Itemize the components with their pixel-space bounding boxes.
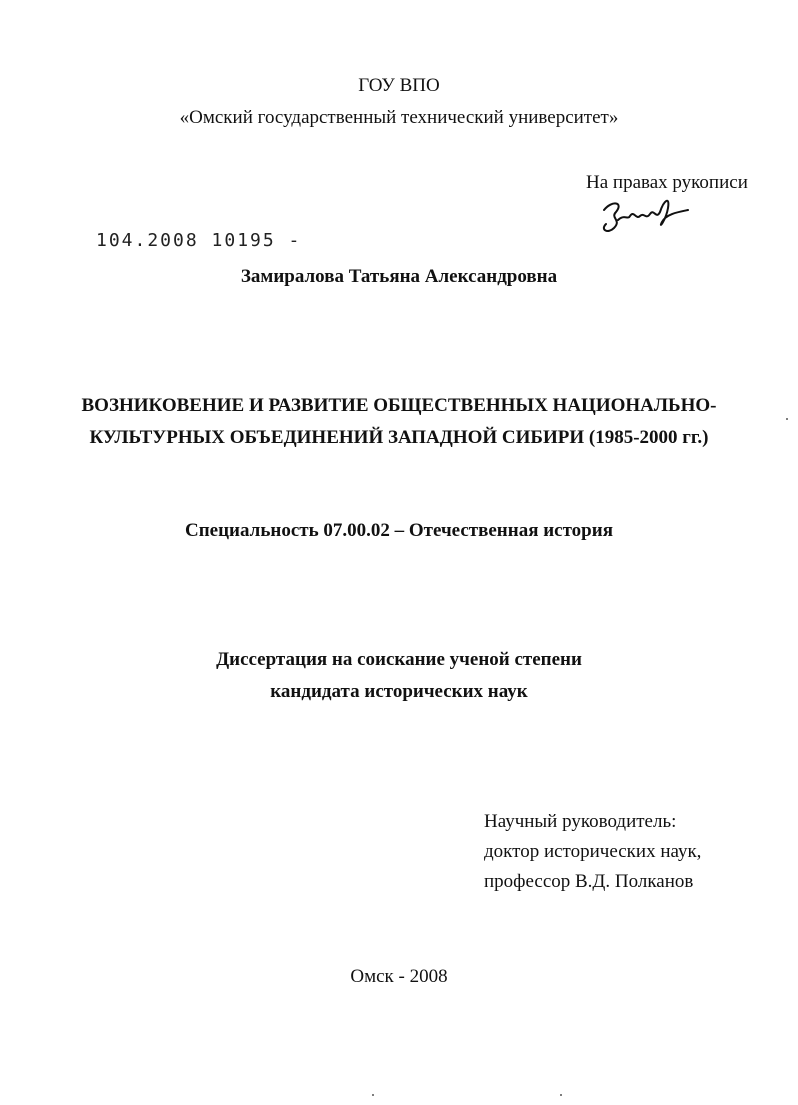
archive-stamp-number: 104.2008 10195 - — [96, 230, 302, 251]
organization-type: ГОУ ВПО — [358, 75, 440, 96]
degree-line: кандидата исторических наук — [270, 681, 528, 702]
dissertation-title-line: ВОЗНИКОВЕНИЕ И РАЗВИТИЕ ОБЩЕСТВЕННЫХ НАЦИОНАЛЬНО- — [81, 395, 717, 416]
advisor-degree: доктор исторических наук, — [484, 841, 702, 862]
city-year: Омск - 2008 — [350, 966, 448, 987]
manuscript-note: На правах рукописи — [586, 172, 748, 193]
degree-line: Диссертация на соискание ученой степени — [216, 649, 582, 670]
handwritten-signature — [594, 190, 694, 240]
university-name: «Омский государственный технический университет» — [179, 107, 619, 128]
dissertation-title-line: КУЛЬТУРНЫХ ОБЪЕДИНЕНИЙ ЗАПАДНОЙ СИБИРИ (1985-2000 гг.) — [89, 427, 709, 448]
specialty-line: Специальность 07.00.02 – Отечественная история — [185, 520, 613, 541]
advisor-label: Научный руководитель: — [484, 811, 677, 832]
advisor-name: профессор В.Д. Полканов — [484, 871, 694, 892]
author-name: Замиралова Татьяна Александровна — [240, 266, 558, 287]
scan-speck — [560, 1094, 562, 1096]
scan-speck — [372, 1094, 374, 1096]
scan-speck — [786, 418, 788, 420]
